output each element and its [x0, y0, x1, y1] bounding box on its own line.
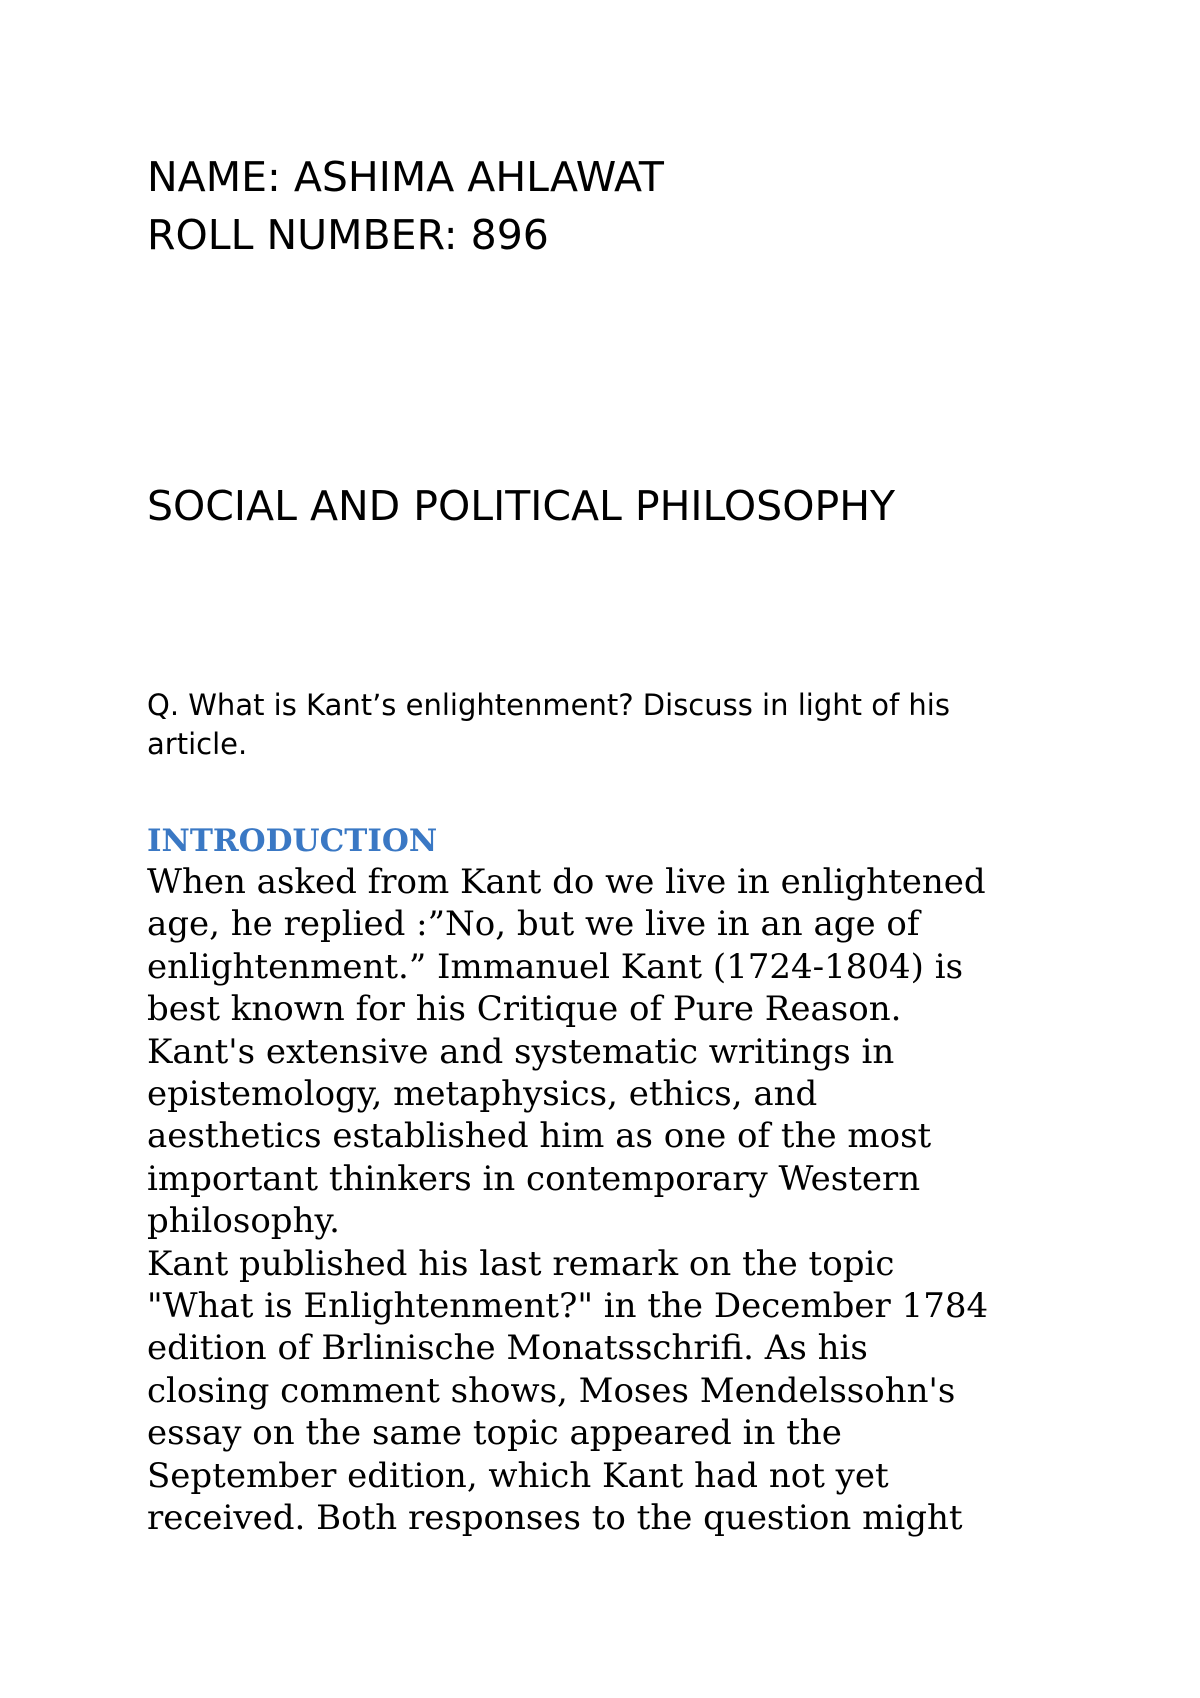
question-line: Q. What is Kant’s enlightenment? Discuss in light of his — [147, 688, 950, 722]
introduction-heading: INTRODUCTION — [147, 823, 438, 859]
body-line: aesthetics established him as one of the most — [147, 1116, 932, 1157]
subject-title: SOCIAL AND POLITICAL PHILOSOPHY — [147, 482, 896, 530]
body-line: closing comment shows, Moses Mendelssohn's — [147, 1370, 956, 1411]
body-line: "What is Enlightenment?" in the December 1784 — [147, 1286, 989, 1327]
body-line: edition of Brlinische Monatsschrifi. As his — [147, 1328, 868, 1369]
body-line: essay on the same topic appeared in the — [147, 1413, 842, 1454]
body-line: September edition, which Kant had not yet — [147, 1455, 889, 1496]
body-line: enlightenment.” Immanuel Kant (1724-1804) is — [147, 946, 964, 987]
body-line: Kant's extensive and systematic writings in — [147, 1031, 895, 1072]
roll-number: ROLL NUMBER: 896 — [147, 211, 549, 259]
body-line: When asked from Kant do we live in enlightened — [147, 862, 986, 902]
body-line: important thinkers in contemporary Western — [147, 1158, 921, 1199]
question-line: article. — [147, 727, 248, 761]
introduction-body — [147, 861, 1087, 1540]
body-line: best known for his Critique of Pure Reason. — [147, 989, 902, 1030]
body-line: Kant published his last remark on the topic — [147, 1243, 895, 1284]
body-line: epistemology, metaphysics, ethics, and — [147, 1074, 818, 1115]
body-line: age, he replied :”No, but we live in an age of — [147, 904, 920, 945]
body-line: philosophy. — [147, 1201, 340, 1242]
body-line: received. Both responses to the question might — [147, 1498, 963, 1539]
student-name: NAME: ASHIMA AHLAWAT — [147, 153, 664, 201]
question — [147, 686, 1067, 764]
student-header — [147, 148, 664, 264]
